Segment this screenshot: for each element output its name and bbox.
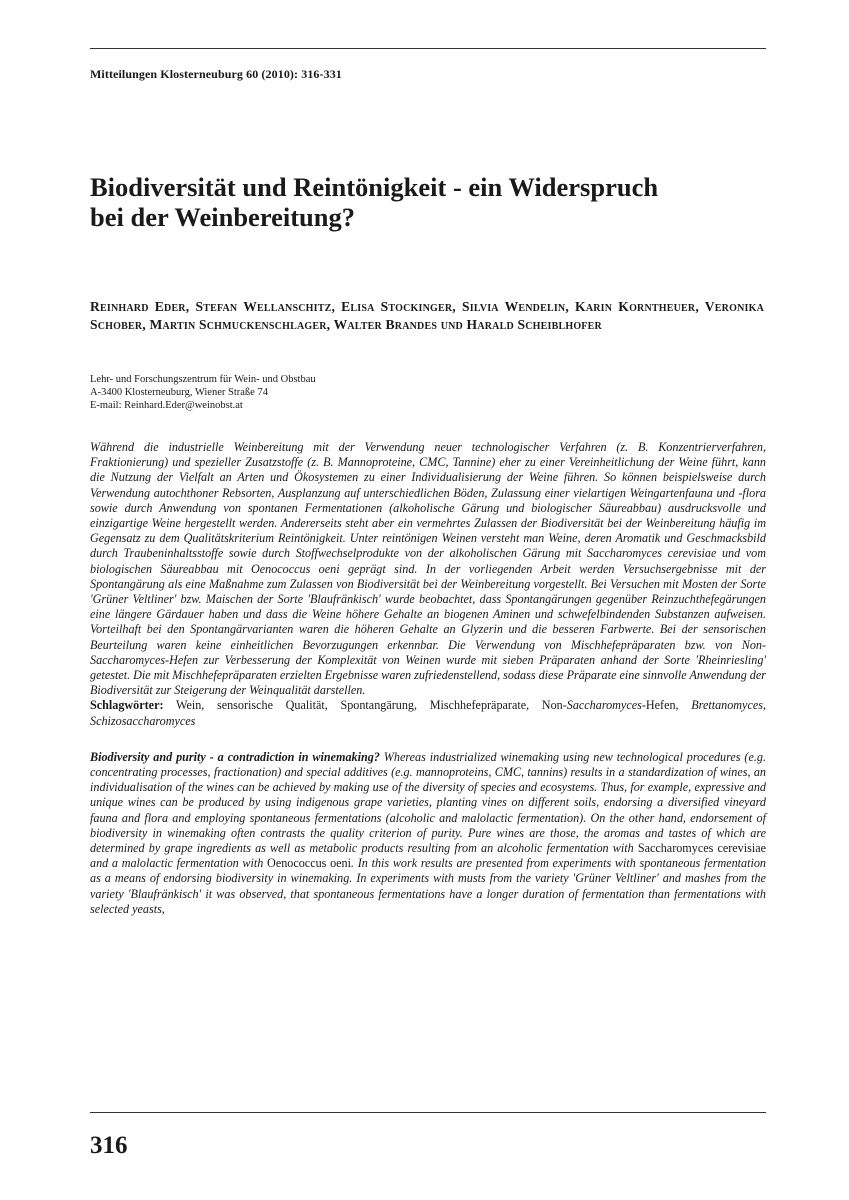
title-line-2: bei der Weinbereitung? bbox=[90, 202, 356, 232]
abstract-german: Während die industrielle Weinbereitung mit der Verwendung neuer technologischer Verfahren (z. B. Konzentrierverfahren, Fraktionierung) und spezieller Zusatzstoffe (z. B. Mannoproteine, CMC, Tannine) eher zu einer Vereinheitlichung der Weine führt, kann die Nutzung der Vielfalt an Arten und Ökosystemen zu einer Individualisierung der Weine führen. So können beispielsweise durch Verwendung autochthoner Rebsorten, Ausplanzung auf unterschiedlichen Böden, Zulassung einer vielartigen Weingartenfauna und -flora sowie durch Anwendung von spontanen Fermentationen (alkoholische Gärung und biologischer Säureabbau) ausdrucksvolle und einzigartige Weine hergestellt werden. Andererseits steht aber ein vermehrtes Zulassen der Biodiversität bei der Weinbereitung häufig im Gegensatz zu dem Qualitätskriterium Reintönigkeit. Unter reintönigen Weinen versteht man Weine, deren Aromatik und Geschmacksbild durch Traubeninhaltsstoffe sowie durch Stoffwechselprodukte von der alkoholischen Gärung mit Saccharomyces cerevisiae und vom biologischen Säureabbau mit Oenococcus oeni geprägt sind. In der vorliegenden Arbeit werden Versuchsergebnisse mit der Spontangärung als eine Maßnahme zum Zulassen von Biodiversität bei der Weinbereitung vorgestellt. Bei Versuchen mit Mosten der Sorte 'Grüner Veltliner' bzw. Maischen der Sorte 'Blaufränkisch' wurde beobachtet, dass Spontangärungen gegenüber Reinzuchthefegärungen eine längere Gärdauer haben und dass die Weine höhere Gehalte an biogenen Aminen und schwefelbindenden Substanzen aufweisen. Vorteilhaft bei den Spontangärvarianten waren die höheren Gehalte an Glyzerin und die besseren Farbwerte. Bei der sensorischen Beurteilung waren keine einheitlichen Bevorzugungen erkennbar. Die Verwendung von Mischhefepräparaten bzw. von Non-Saccharomyces-Hefen zur Verbesserung der Komplexität von Weinen wurde mit sieben Präparaten anhand der Sorte 'Rheinriesling' getestet. Die mit Mischhefepräparaten erzielten Ergebnisse waren zufriedenstellend, sodass diese Präparate eine sinnvolle Anwendung der Biodiversität zur Steigerung der Weinqualität darstellen. bbox=[90, 440, 766, 698]
species-name-1: Saccharomyces cerevisiae bbox=[637, 841, 766, 856]
article-title bbox=[90, 172, 766, 232]
english-abstract-text-1: Whereas industrialized winemaking using new technological procedures (e.g. concentrating processes, fractionation) and special additives (e.g. mannoproteins, CMC, tannins) results in a standardization of wines, an individualisation of the wines can be achieved by making use of the diversity of species and ecosystems. Thus, for example, expressive and unique wines can be produced by using indigenous grape varieties, planting vines on different soils, endorsing a diversified vineyard fauna and flora and employing spontaneous fermentations (alcoholic and malolactic fermentation). On the other hand, endorsement of biodiversity in winemaking often contrasts the quality criterion of purity. Pure wines are those, the aromas and tastes of which are determined by grape ingredients as well as metabolic products resulting from an alcoholic fermentation with bbox=[90, 749, 766, 856]
abstract-english bbox=[90, 750, 766, 917]
keywords-text: Wein, sensorische Qualität, Spontangärung, Mischhefepräparate, Non- bbox=[163, 698, 567, 713]
author-list: Reinhard Eder, Stefan Wellanschitz, Elisa Stockinger, Silvia Wendelin, Karin Kornthеuer, Veronika Schober, Martin Schmuckenschlager, Walter Brandes und Harald Scheiblhofer bbox=[90, 299, 764, 332]
english-abstract-title: Biodiversity and purity - a contradiction in winemaking? bbox=[90, 749, 380, 764]
species-name-2: Oenococcus oeni bbox=[267, 856, 351, 871]
bottom-rule bbox=[90, 1112, 766, 1113]
english-abstract-text-3: . In this work results are presented from experiments with spontaneous fermentation as a means of endorsing biodiversity in winemaking. In experiments with musts from the variety 'Grüner Veltliner' and mashes from the variety 'Blaufränkisch' it was observed, that spontaneous fermentations have a longer duration of fermentation than fermentations with selected yeasts, bbox=[90, 856, 767, 916]
english-abstract-text-2: and a malolactic fermentation with bbox=[90, 856, 268, 871]
affiliation bbox=[90, 373, 316, 412]
abstract-block bbox=[90, 440, 766, 917]
keywords bbox=[90, 698, 766, 728]
journal-citation: Mitteilungen Klosterneuburg 60 (2010): 316-331 bbox=[90, 67, 342, 81]
page-number: 316 bbox=[90, 1132, 128, 1159]
top-rule bbox=[90, 48, 766, 49]
title-line-1: Biodiversität und Reintönigkeit - ein Widerspruch bbox=[90, 172, 659, 202]
affiliation-email: E-mail: Reinhard.Eder@weinobst.at bbox=[90, 400, 243, 411]
keywords-label: Schlagwörter: bbox=[90, 698, 164, 713]
affiliation-address: A-3400 Klosterneuburg, Wiener Straße 74 bbox=[90, 387, 268, 398]
keywords-text-2: -Hefen, bbox=[641, 698, 692, 713]
keywords-italic-1: Saccharomyces bbox=[566, 698, 642, 713]
keywords-italic-2: Brettanomyces, Schizosaccharomyces bbox=[90, 698, 766, 728]
affiliation-institute: Lehr- und Forschungszentrum für Wein- und Obstbau bbox=[90, 374, 316, 385]
